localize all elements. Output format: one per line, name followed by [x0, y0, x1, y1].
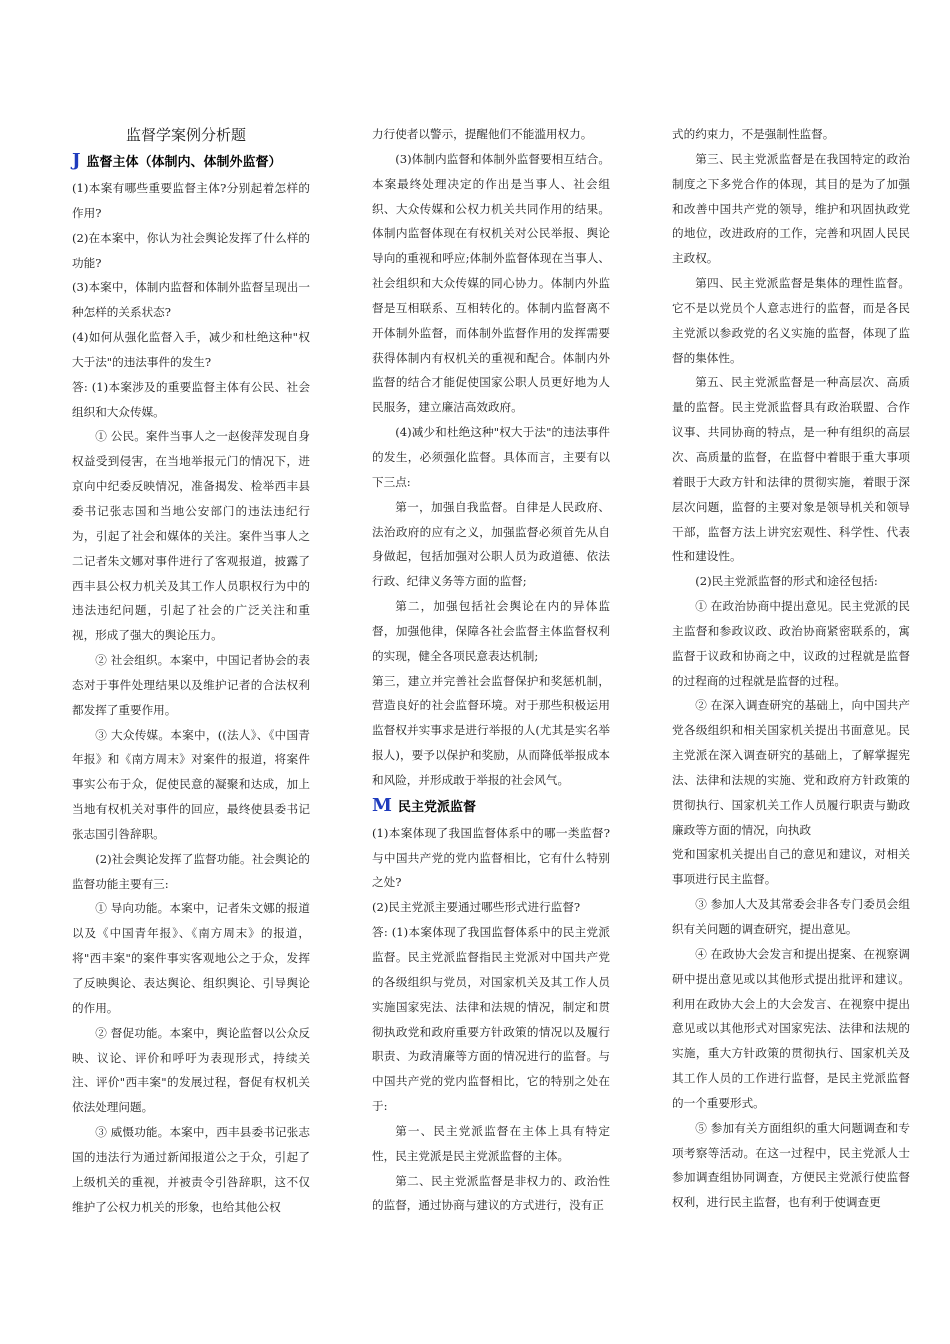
paragraph-point-3: 第三，建立并完善社会监督保护和奖惩机制，营造良好的社会监督环境。对于那些积极运用监督权并实事求是进行举报的人(尤其是实名举报人)，要予以保护和奖励，从而降低举报成本和风险，并形成敢于举报的社会风气。 — [372, 673, 610, 787]
paragraph-form-3: ③ 参加人大及其常委会非各专门委员会组织有关问题的调查研究，提出意见。 — [672, 897, 910, 936]
paragraph-feature-4: 第四、民主党派监督是集体的理性监督。它不是以党员个人意志进行的监督，而是各民主党派以参政党的名义实施的监督，体现了监督的集体性。 — [672, 276, 910, 365]
paragraph-feature-3: 第三、民主党派监督是在我国特定的政治制度之下多党合作的体现，其目的是为了加强和改善中国共产党的领导，维护和巩固执政党的地位，改进政府的工作，完善和巩固人民民主政权。 — [672, 151, 910, 266]
paragraph-forms-intro: (2)民主党派监督的形式和途径包括: — [695, 574, 878, 589]
question-2: (2)在本案中，你认为社会舆论发挥了什么样的功能? — [72, 230, 310, 270]
question-1: (1)本案体现了我国监督体系中的哪一类监督?与中国共产党的党内监督相比，它有什么特别之处? — [372, 825, 610, 890]
section-heading-supervision-subject — [72, 148, 310, 176]
answer-intro: 答: (1)本案涉及的重要监督主体有公民、社会组织和大众传媒。 — [72, 379, 310, 419]
section-marker-j: J — [72, 150, 81, 171]
paragraph-form-2-continued: 党和国家机关提出自己的意见和建议，对相关事项进行民主监督。 — [672, 847, 910, 887]
paragraph-form-1: ① 在政治协商中提出意见。民主党派的民主监督和参政议政、政治协商紧密联系的，寓监督于议政和协商之中，议政的过程就是监督的过程商的过程就是监督的过程。 — [672, 599, 910, 688]
answer-intro: 答: (1)本案体现了我国监督体系中的民主党派监督。民主党派监督指民主党派对中国共产党的各级组织与党员，对国家机关及其工作人员实施国家宪法、法律和法规的情况，制定和贯彻执政党和政府重要方针政策的情况以及履行职责、为政清廉等方面的情况进行的监督。与中国共产党的党内监督相比，它的特别之处在于: — [372, 925, 610, 1114]
paragraph-continued: 式的约束力，不是强制性监督。 — [672, 127, 835, 141]
paragraph-strengthen-supervision: (4)减少和杜绝这种"权大于法"的违法事件的发生，必须强化监督。具体而言，主要有以下三点: — [372, 425, 610, 489]
section-title: 监督主体（体制内、体制外监督） — [86, 155, 282, 170]
section-title: 民主党派监督 — [397, 799, 476, 815]
section-marker-m: M — [372, 794, 392, 816]
paragraph-citizen: ① 公民。案件当事人之一赵俊萍发现自身权益受到侵害，在当地举报元门的情况下，进京向中纪委反映情况，准备揭发、检举西丰县委书记张志国和当地公安部门的违法违纪行为，引起了社会和媒体的关注。案件当事人之二记者朱文娜对事件进行了客观报道，披露了西丰县公权力机关及其工作人员职权行为中的违法违纪问题，引起了社会的广泛关注和重视，形成了强大的舆论压力。 — [72, 429, 310, 643]
question-1: (1)本案有哪些重要监督主体?分别起着怎样的作用? — [72, 181, 310, 220]
section-heading-democratic-parties — [372, 793, 610, 821]
paragraph-point-2: 第二，加强包括社会舆论在内的异体监督，加强他律，保障各社会监督主体监督权利的实现，健全各项民意表达机制; — [372, 599, 610, 663]
paragraph-combined-supervision: (3)体制内监督和体制外监督要相互结合。本案最终处理决定的作出是当事人、社会组织、大众传媒和公权力机关共同作用的结果。体制内监督体现在有权机关对公民举报、舆论导向的重视和呼应;体制外监督体现在当事人、社会组织和大众传媒的同心协力。体制内外监督是互相联系、互相转化的。体制内监督离不开体制外监督，而体制外监督作用的发挥需要获得体制内有权机关的重视和配合。体制内外监督的结合才能促使国家公职人员更好地为人民服务，建立廉洁高效政府。 — [372, 151, 610, 415]
column-1 — [72, 122, 310, 1219]
paragraph-form-4: ④ 在政协大会发言和提出提案、在视察调研中提出意见或以其他形式提出批评和建议。利用在政协大会上的大会发言、在视察中提出意见或以其他形式对国家宪法、法律和法规的实施，重大方针政策的贯彻执行、国家机关及其工作人员的工作进行监督，是民主党派监督的一个重要形式。 — [672, 946, 910, 1110]
question-3: (3)本案中，体制内监督和体制外监督呈现出一种怎样的关系状态? — [72, 280, 310, 320]
paragraph-social-organization: ② 社会组织。本案中，中国记者协会的表态对于事件处理结果以及维护记者的合法权利都发挥了重要作用。 — [72, 653, 310, 717]
paragraph-form-5: ⑤ 参加有关方面组织的重大问题调查和专项考察等活动。在这一过程中，民主党派人士参加调查组协同调查，方便民主党派行使监督权利，进行民主监督，也有利于使调查更 — [672, 1120, 910, 1210]
paragraph-feature-5: 第五、民主党派监督是一种高层次、高质量的监督。民主党派监督具有政治联盟、合作议事、共同协商的特点，是一种有组织的高层次、高质量的监督，在监督中着眼于重大事项着眼于大政方针和法律的贯彻实施，着眼于深层次问题，监督的主要对象是领导机关和领导干部，监督方法上讲究宏观性、科学性、代表性和建设性。 — [672, 375, 910, 564]
paragraph-guidance-function: ① 导向功能。本案中，记者朱文娜的报道以及《中国青年报》、《南方周末》的报道，将"西丰案"的案件事实客观地公之于众，发挥了反映舆论、表达舆论、组织舆论、引导舆论的作用。 — [72, 901, 310, 1015]
paragraph-public-opinion: (2)社会舆论发挥了监督功能。社会舆论的监督功能主要有三: — [72, 851, 310, 891]
paragraph-deterrence-function: ③ 威慑功能。本案中，西丰县委书记张志国的违法行为通过新闻报道公之于众，引起了上级机关的重视，并被责令引咎辞职，这不仅维护了公权力机关的形象，也给其他公权 — [72, 1125, 310, 1214]
question-4: (4)如何从强化监督入手，减少和杜绝这种"权大于法"的违法事件的发生? — [72, 330, 310, 369]
paragraph-feature-2: 第二、民主党派监督是非权力的、政治性的监督，通过协商与建议的方式进行，没有正 — [372, 1173, 610, 1213]
paragraph-point-1: 第一，加强自我监督。自律是人民政府、法治政府的应有之义，加强监督必须首先从自身做起，包括加强对公职人员为政道德、依法行政、纪律义务等方面的监督; — [372, 499, 610, 589]
column-3 — [672, 122, 910, 1215]
paragraph-form-2: ② 在深入调查研究的基础上，向中国共产党各级组织和相关国家机关提出书面意见。民主党派在深入调查研究的基础上，了解掌握宪法、法律和法规的实施、党和政府方针政策的贯彻执行、国家机关工作人员履行职责与勤政廉政等方面的情况，向执政 — [672, 698, 910, 837]
document-title: 监督学案例分析题 — [126, 126, 247, 144]
paragraph-continued: 力行使者以警示，提醒他们不能滥用权力。 — [372, 127, 593, 141]
paragraph-supervision-function: ② 督促功能。本案中，舆论监督以公众反映、议论、评价和呼吁为表现形式，持续关注、评价"西丰案"的发展过程，督促有权机关依法处理问题。 — [72, 1025, 310, 1115]
column-2 — [372, 122, 610, 1218]
question-2: (2)民主党派主要通过哪些形式进行监督? — [372, 900, 581, 915]
paragraph-feature-1: 第一、民主党派监督在主体上具有特定性，民主党派是民主党派监督的主体。 — [372, 1123, 610, 1163]
paragraph-mass-media: ③ 大众传媒。本案中，((法人》、《中国青年报》和《南方周末》对案件的报道，将案件事实公布于众，促使民意的凝聚和达成，加上当地有权机关对事件的回应，最终使县委书记张志国引咎辞职。 — [72, 727, 310, 841]
